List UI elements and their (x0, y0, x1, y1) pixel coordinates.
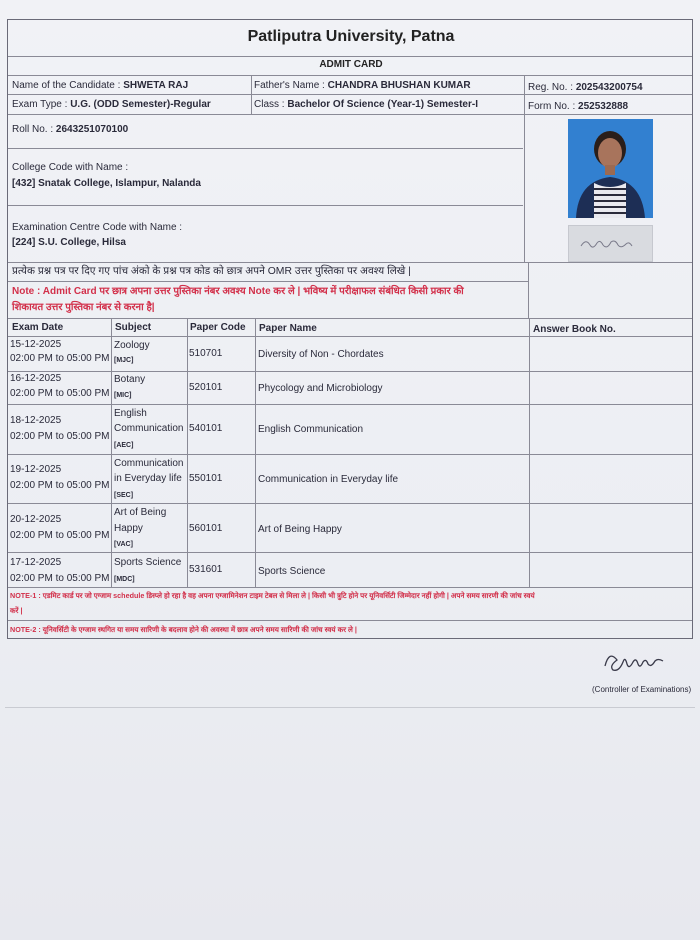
father-name-field (254, 79, 471, 92)
candidate-name-label: Name of the Candidate : (12, 80, 121, 91)
row2-subject: Botany (114, 374, 146, 385)
university-title: Patliputra University, Patna (247, 28, 455, 45)
row5-subject-line2: Happy (114, 523, 143, 534)
candidate-signature (568, 225, 653, 262)
row3-tag: [AEC] (114, 442, 134, 449)
row5-date: 20-12-2025 (10, 514, 62, 525)
row4-subject-line2: in Everyday life (114, 473, 182, 484)
exam-type: U.G. (ODD Semester)-Regular (70, 99, 211, 110)
centre-label: Examination Centre Code with Name : (12, 222, 183, 233)
row3-paper: English Communication (258, 424, 364, 435)
row5-code: 560101 (189, 523, 223, 534)
row4-tag: [SEC] (114, 492, 134, 499)
note-instruction-line1: Note : Admit Card पर छात्र अपना उत्तर पुस्तिका नंबर अवश्य Note कर ले | भविष्य में परीक्षाफल संबंधित किसी प्रकार की (12, 286, 464, 297)
class-label: Class : (254, 99, 285, 110)
row4-date: 19-12-2025 (10, 464, 62, 475)
rule (524, 75, 525, 262)
college-field (12, 177, 201, 190)
row1-time: 02:00 PM to 05:00 PM (10, 353, 110, 364)
class-field (254, 98, 478, 111)
header-paper-code: Paper Code (190, 322, 246, 333)
row6-subject: Sports Science (114, 557, 182, 568)
row2-date: 16-12-2025 (10, 373, 62, 384)
rule (529, 318, 530, 587)
row5-time: 02:00 PM to 05:00 PM (10, 530, 110, 541)
row1-date: 15-12-2025 (10, 339, 62, 350)
class-value: Bachelor Of Science (Year-1) Semester-I (287, 99, 478, 110)
rule (8, 94, 692, 95)
father-name: CHANDRA BHUSHAN KUMAR (327, 80, 471, 91)
centre-code: [224] (12, 237, 36, 248)
college-code: [432] (12, 178, 36, 189)
header-exam-date: Exam Date (12, 322, 64, 333)
controller-label: (Controller of Examinations) (592, 685, 692, 694)
header-answer-book: Answer Book No. (533, 324, 616, 335)
rule (251, 75, 252, 114)
college-name: Snatak College, Islampur, Nalanda (38, 178, 201, 189)
reg-no-field (528, 81, 643, 94)
row6-code: 531601 (189, 564, 223, 575)
rule (8, 205, 523, 206)
rule (8, 281, 528, 282)
rule (8, 587, 692, 588)
page-divider (5, 707, 695, 708)
row3-code: 540101 (189, 423, 223, 434)
row2-time: 02:00 PM to 05:00 PM (10, 388, 110, 399)
centre-name: S.U. College, Hilsa (38, 237, 126, 248)
row1-paper: Diversity of Non - Chordates (258, 349, 384, 360)
row3-time: 02:00 PM to 05:00 PM (10, 431, 110, 442)
rule (8, 148, 523, 149)
row6-tag: [MDC] (114, 576, 135, 583)
rule (8, 56, 692, 57)
form-no-label: Form No. : (528, 101, 576, 112)
college-label: College Code with Name : (12, 162, 129, 173)
row3-subject-line2: Communication (114, 423, 184, 434)
rule (111, 318, 112, 587)
note2: NOTE-2 : यूनिवर्सिटी के एग्जाम स्थगित या समय सारिणी के बदलाव होने की अवस्था में छात्र अपने समय सारिणी की जांच स्वयं कर ले | (10, 625, 357, 634)
rule (255, 318, 256, 587)
row2-code: 520101 (189, 382, 223, 393)
row4-code: 550101 (189, 473, 223, 484)
candidate-name: SHWETA RAJ (123, 80, 189, 91)
header-subject: Subject (115, 322, 152, 333)
row4-time: 02:00 PM to 05:00 PM (10, 480, 110, 491)
roll-no-field (12, 123, 128, 136)
row6-time: 02:00 PM to 05:00 PM (10, 573, 110, 584)
candidate-name-field (12, 79, 188, 92)
note1-line1: NOTE-1 : एडमिट कार्ड पर जो एग्जाम schedule डिस्प्ले हो रहा है वह अपना एग्जामिनेशन टाइम टेबल से मिला ले | किसी भी त्रुटि होने पर यूनिवर्सिटी जिम्मेदार नहीं होगी | अपने समय सारणी की जांच स्वयं (10, 591, 535, 600)
row4-subject-line1: Communication (114, 458, 184, 469)
admit-card (7, 19, 693, 639)
row1-code: 510701 (189, 348, 223, 359)
row1-subject: Zoology (114, 340, 150, 351)
exam-type-label: Exam Type : (12, 99, 68, 110)
reg-no: 202543200754 (575, 82, 643, 93)
reg-no-label: Reg. No. : (528, 82, 574, 93)
roll-no: 2643251070100 (55, 124, 129, 135)
row5-paper: Art of Being Happy (258, 524, 342, 535)
father-name-label: Father's Name : (254, 80, 325, 91)
row6-paper: Sports Science (258, 566, 326, 577)
rule (8, 114, 692, 115)
form-no-field (528, 100, 628, 113)
centre-field (12, 236, 126, 249)
row4-paper: Communication in Everyday life (258, 474, 399, 485)
exam-type-field (12, 98, 211, 111)
row3-date: 18-12-2025 (10, 415, 62, 426)
form-no: 252532888 (578, 101, 629, 112)
rule (187, 318, 188, 587)
row3-subject-line1: English (114, 408, 147, 419)
roll-no-label: Roll No. : (12, 124, 54, 135)
row5-subject-line1: Art of Being (114, 507, 167, 518)
header-paper-name: Paper Name (259, 323, 317, 334)
row1-tag: [MJC] (114, 357, 134, 364)
row2-paper: Phycology and Microbiology (258, 383, 383, 394)
row6-date: 17-12-2025 (10, 557, 62, 568)
row5-tag: [VAC] (114, 541, 133, 548)
omr-instruction: प्रत्येक प्रश्न पत्र पर दिए गए पांच अंको के प्रश्न पत्र कोड को छात्र अपने OMR उत्तर पुस्तिका पर अवश्य लिखे | (12, 266, 411, 277)
candidate-photo (568, 119, 653, 218)
controller-signature (597, 644, 677, 681)
admit-card-heading: ADMIT CARD (319, 59, 383, 70)
row2-tag: [MIC] (114, 392, 132, 399)
note-instruction-line2: शिकायत उत्तर पुस्तिका नंबर से करना है| (12, 302, 155, 313)
rule (528, 262, 529, 318)
rule (8, 75, 692, 76)
rule (8, 620, 692, 621)
note1-line2: करें | (10, 606, 23, 615)
